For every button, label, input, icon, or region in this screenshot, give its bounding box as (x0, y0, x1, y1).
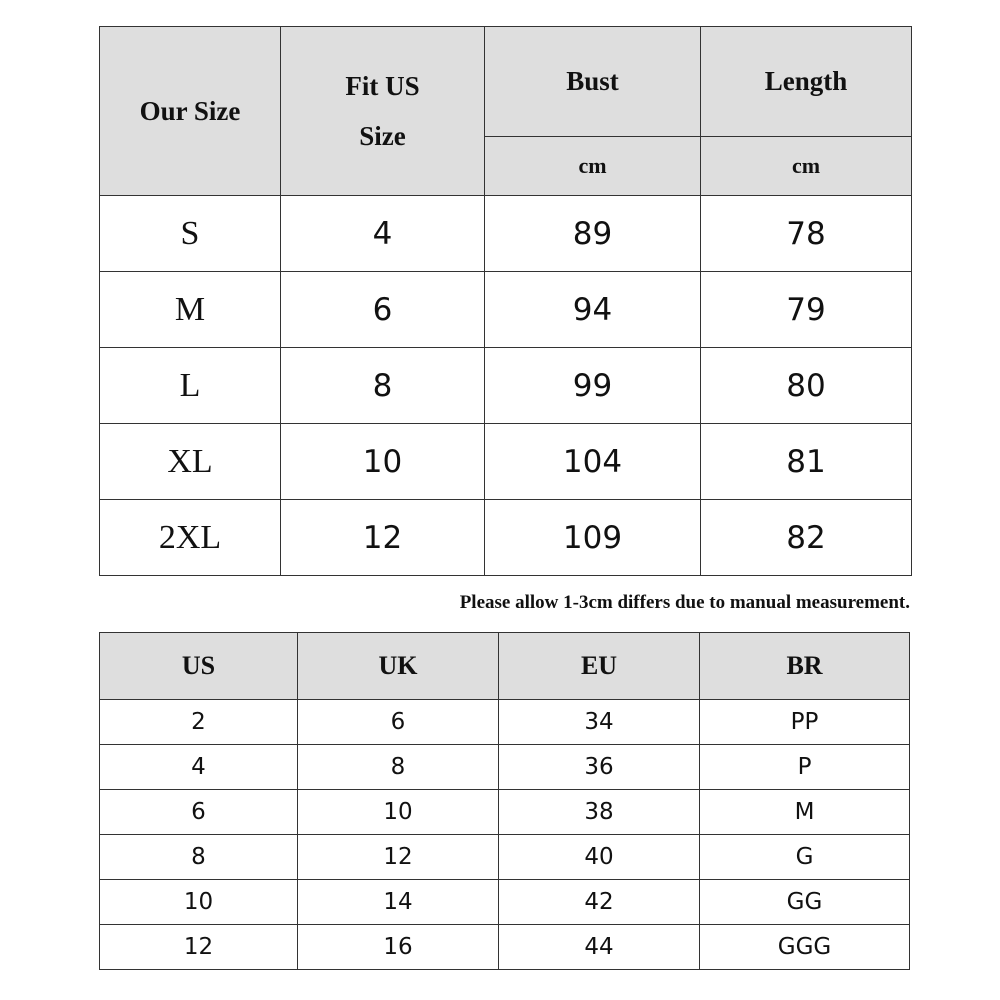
uk-cell: 14 (298, 880, 499, 925)
eu-cell: 42 (499, 880, 700, 925)
eu-cell: 36 (499, 745, 700, 790)
size-chart-table (99, 26, 912, 576)
length-cell: 81 (701, 424, 912, 500)
us-size-cell: 10 (281, 424, 485, 500)
header-bust-unit: cm (485, 136, 701, 195)
bust-cell: 109 (485, 500, 701, 576)
uk-cell: 10 (298, 790, 499, 835)
eu-cell: 40 (499, 835, 700, 880)
conversion-chart-body (100, 700, 910, 970)
bust-cell: 89 (485, 196, 701, 272)
eu-cell: 44 (499, 925, 700, 970)
bust-cell: 104 (485, 424, 701, 500)
size-cell: 2XL (100, 500, 281, 576)
length-cell: 79 (701, 272, 912, 348)
uk-cell: 6 (298, 700, 499, 745)
header-our-size-label: Our Size (139, 96, 241, 126)
us-size-cell: 8 (281, 348, 485, 424)
uk-cell: 16 (298, 925, 499, 970)
size-cell: S (100, 196, 281, 272)
table-row (100, 424, 912, 500)
length-cell: 78 (701, 196, 912, 272)
header-length (701, 27, 912, 137)
table-row (100, 196, 912, 272)
us-cell: 10 (100, 880, 298, 925)
size-chart-header-row (100, 27, 912, 137)
bust-cell: 99 (485, 348, 701, 424)
table-row (100, 880, 910, 925)
header-length-unit: cm (701, 136, 912, 195)
header-eu: EU (499, 633, 700, 700)
br-cell: P (700, 745, 910, 790)
length-cell: 82 (701, 500, 912, 576)
size-cell: XL (100, 424, 281, 500)
header-us: US (100, 633, 298, 700)
us-cell: 2 (100, 700, 298, 745)
bust-cell: 94 (485, 272, 701, 348)
table-row (100, 700, 910, 745)
uk-cell: 8 (298, 745, 499, 790)
us-cell: 4 (100, 745, 298, 790)
us-size-cell: 4 (281, 196, 485, 272)
measurement-note: Please allow 1-3cm differs due to manual measurement. (459, 592, 910, 613)
us-size-cell: 12 (281, 500, 485, 576)
header-our-size (100, 27, 281, 196)
br-cell: G (700, 835, 910, 880)
size-chart-body (100, 196, 912, 576)
us-cell: 12 (100, 925, 298, 970)
table-row (100, 348, 912, 424)
header-fit-us-line2: Size (359, 121, 406, 151)
br-cell: GGG (700, 925, 910, 970)
us-cell: 6 (100, 790, 298, 835)
uk-cell: 12 (298, 835, 499, 880)
conversion-header-row (100, 633, 910, 700)
br-cell: PP (700, 700, 910, 745)
table-row (100, 500, 912, 576)
header-bust (485, 27, 701, 137)
table-row (100, 272, 912, 348)
br-cell: GG (700, 880, 910, 925)
header-fit-us-line1: Fit US (345, 71, 420, 101)
header-uk: UK (298, 633, 499, 700)
header-length-label: Length (764, 66, 848, 97)
header-br: BR (700, 633, 910, 700)
header-bust-label: Bust (566, 66, 619, 97)
table-row (100, 925, 910, 970)
us-size-cell: 6 (281, 272, 485, 348)
eu-cell: 34 (499, 700, 700, 745)
eu-cell: 38 (499, 790, 700, 835)
table-row (100, 835, 910, 880)
table-row (100, 790, 910, 835)
table-row (100, 745, 910, 790)
size-cell: M (100, 272, 281, 348)
size-cell: L (100, 348, 281, 424)
length-cell: 80 (701, 348, 912, 424)
header-fit-us-size (281, 27, 485, 196)
conversion-chart-table (99, 632, 910, 970)
br-cell: M (700, 790, 910, 835)
us-cell: 8 (100, 835, 298, 880)
